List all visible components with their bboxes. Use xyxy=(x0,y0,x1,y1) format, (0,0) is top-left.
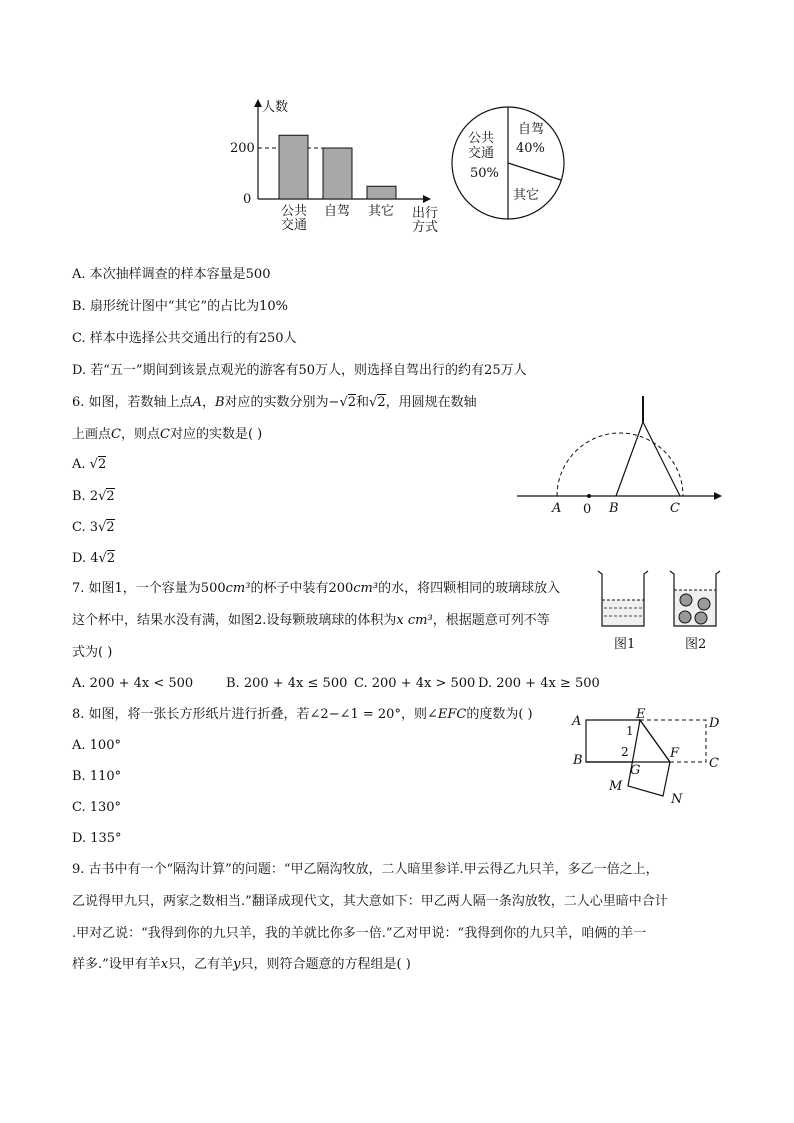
bar-3 xyxy=(367,186,396,199)
q6-number-line-figure xyxy=(512,392,727,522)
y-axis-arrow xyxy=(254,99,262,107)
q9-stem-line4: 样多.”设甲有羊x只，乙有羊y只，则符合题意的方程组是( ) xyxy=(72,957,411,972)
x-axis-label-1: 出行 xyxy=(412,206,439,221)
q6-stem-line1: 6. 如图，若数轴上点A，B对应的实数分别为−√2和√2，用圆规在数轴 xyxy=(72,395,477,410)
q6-option-c: C. 3√2 xyxy=(72,520,115,535)
sqrt-sign: √ xyxy=(98,520,107,535)
point-label-f: F xyxy=(670,746,680,761)
point-label-g: G xyxy=(630,763,641,778)
cup-figure-2 xyxy=(670,571,720,652)
q6-option-a: A. √2 xyxy=(72,457,107,472)
q6-option-b: B. 2√2 xyxy=(72,489,115,504)
q8-option-c: C. 130° xyxy=(72,800,122,815)
number-line-arrow xyxy=(714,492,722,500)
cup-1-water xyxy=(602,600,644,626)
bar-chart xyxy=(230,99,438,235)
point-label-0: 0 xyxy=(583,502,592,517)
glass-ball xyxy=(679,611,691,623)
glass-ball xyxy=(698,598,710,610)
q9-stem-line3: .甲对乙说：“我得到你的九只羊，我的羊就比你多一倍.”乙对甲说：“我得到你的九只羊，咱俩的羊一 xyxy=(72,926,647,941)
glass-ball xyxy=(680,594,692,606)
category-label-public-2: 交通 xyxy=(281,218,308,233)
q7-option-b: B. 200 + 4x ≤ 500 xyxy=(226,676,348,691)
y-axis-label: 人数 xyxy=(262,100,289,115)
q7-cups-figure xyxy=(592,566,732,656)
category-label-public-1: 公共 xyxy=(281,204,308,219)
q8-option-b: B. 110° xyxy=(72,769,122,784)
figure-2-caption: 图2 xyxy=(685,637,707,652)
pie-label-public-1: 公共 xyxy=(468,131,495,146)
q7-option-c: C. 200 + 4x > 500 xyxy=(354,676,476,691)
q7-stem-line2: 这个杯中，结果水没有满，如图2.设每颗玻璃球的体积为x cm³，根据题意可列不等 xyxy=(72,613,550,628)
q6-option-d: D. 4√2 xyxy=(72,551,116,566)
q7-stem-line3: 式为( ) xyxy=(72,645,113,660)
bar-1 xyxy=(279,135,308,199)
pie-label-self-drive-pct: 40% xyxy=(516,141,545,156)
q7-option-d: D. 200 + 4x ≥ 500 xyxy=(478,676,600,691)
point-label-e: E xyxy=(636,707,646,722)
point-label-a: A xyxy=(572,714,582,729)
q8-folding-figure xyxy=(566,706,736,811)
pie-label-other: 其它 xyxy=(513,188,540,203)
q8-option-d: D. 135° xyxy=(72,831,122,846)
q8-stem: 8. 如图，将一张长方形纸片进行折叠，若∠2−∠1 = 20°，则∠EFC的度数为( ) xyxy=(72,707,533,722)
point-label-b: B xyxy=(609,501,619,516)
point-label-c: C xyxy=(709,756,719,771)
q5-statistics-figure xyxy=(220,95,570,240)
sqrt-sign: √ xyxy=(98,489,107,504)
angle-label-1: 1 xyxy=(626,724,634,738)
pie-label-self-drive: 自驾 xyxy=(518,122,545,137)
point-label-n: N xyxy=(671,792,683,807)
point-label-b: B xyxy=(573,753,583,768)
q9-stem-line1: 9. 古书中有一个“隔沟计算”的问题：“甲乙隔沟牧放，二人暗里参详.甲云得乙九只羊，多乙一倍之上， xyxy=(72,862,659,877)
x-axis-label-2: 方式 xyxy=(412,220,439,235)
q5-option-a: A. 本次抽样调查的样本容量是500 xyxy=(72,267,271,282)
bar-2 xyxy=(323,148,352,199)
q6-stem-line2: 上画点C，则点C对应的实数是( ) xyxy=(72,427,263,442)
q8-option-a: A. 100° xyxy=(72,738,121,753)
category-label-other: 其它 xyxy=(368,204,395,219)
compass-leg-right xyxy=(643,422,680,496)
point-label-m: M xyxy=(609,779,623,794)
pie-label-public-2: 交通 xyxy=(468,146,495,161)
q5-option-b: B. 扇形统计图中“其它”的占比为10% xyxy=(72,299,289,314)
sqrt-sign: √ xyxy=(339,395,348,410)
q7-option-a: A. 200 + 4x < 500 xyxy=(72,676,194,691)
origin-point xyxy=(587,494,591,498)
glass-ball xyxy=(695,612,707,624)
q5-option-d: D. 若“五一”期间到该景点观光的游客有50万人，则选择自驾出行的约有25万人 xyxy=(72,363,527,378)
point-label-a: A xyxy=(552,501,562,516)
point-label-d: D xyxy=(709,716,720,731)
category-label-self-drive: 自驾 xyxy=(324,204,351,219)
sqrt-sign: √ xyxy=(369,395,378,410)
sqrt-sign: √ xyxy=(98,551,107,566)
pie-label-public-pct: 50% xyxy=(470,166,499,181)
sqrt-sign: √ xyxy=(89,457,98,472)
point-label-c: C xyxy=(670,501,680,516)
angle-label-2: 2 xyxy=(621,745,629,759)
q7-stem-line1: 7. 如图1，一个容量为500cm³的杯子中装有200cm³的水，将四颗相同的玻璃球放入 xyxy=(72,581,561,596)
pie-chart xyxy=(452,107,564,219)
cup-figure-1 xyxy=(598,571,648,652)
q5-option-c: C. 样本中选择公共交通出行的有250人 xyxy=(72,331,297,346)
q9-stem-line2: 乙说得甲九只，两家之数相当.”翻译成现代文，其大意如下：甲乙两人隔一条沟放牧，二人心里暗中合计 xyxy=(72,894,668,909)
tick-label-0: 0 xyxy=(243,192,252,207)
x-axis-arrow xyxy=(423,195,431,203)
tick-label-200: 200 xyxy=(230,141,255,156)
figure-1-caption: 图1 xyxy=(614,637,636,652)
